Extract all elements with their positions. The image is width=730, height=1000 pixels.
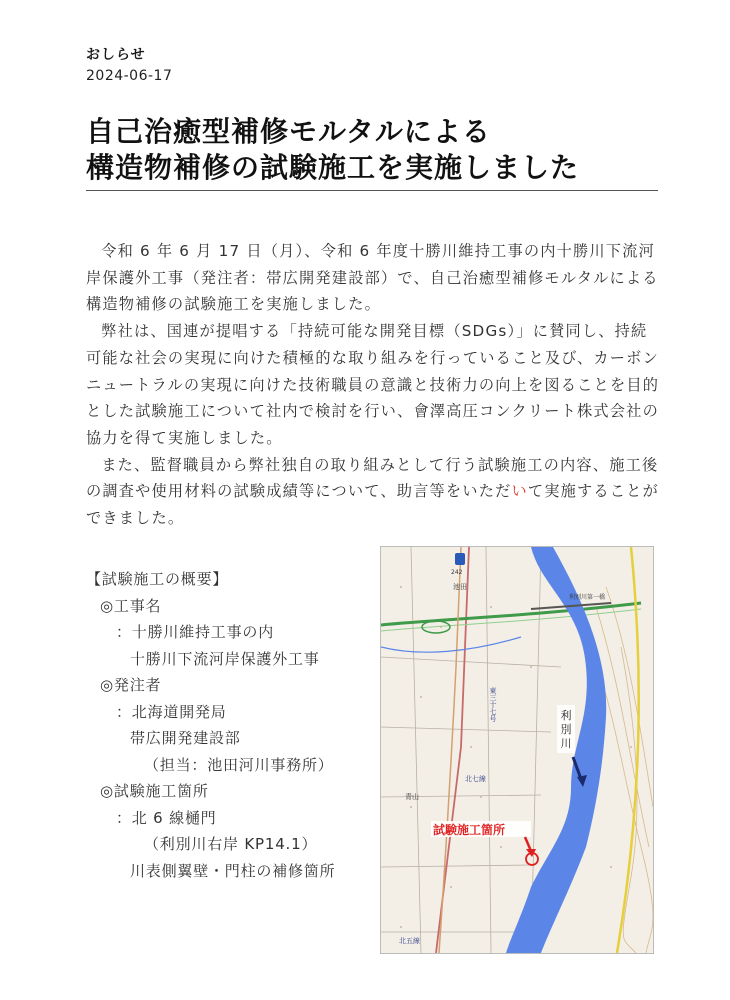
site-line-2: （利別川右岸 KP14.1） [144, 835, 318, 853]
route-sign-icon [455, 553, 465, 565]
bridge-label: 利別川第一橋 [569, 594, 606, 601]
route-number: 242 [451, 569, 463, 576]
river-label-char-2: 別 [560, 723, 572, 736]
location-map [380, 546, 654, 954]
article-body [86, 238, 660, 532]
post-date: 2024-06-17 [86, 68, 173, 84]
title-line-2: 構造物補修の試験施工を実施しました [86, 151, 580, 184]
site-label: 試験施工箇所 [433, 823, 506, 837]
highlighted-char: い [511, 482, 528, 501]
place-ikeda: 池田 [453, 583, 467, 591]
road-north7: 北七線 [465, 775, 486, 783]
river-label-char-3: 川 [560, 737, 572, 750]
title-line-1: 自己治癒型補修モルタルによる [86, 115, 491, 148]
map-svg [381, 547, 653, 953]
paragraph-3 [86, 452, 660, 532]
summary-heading: 【試験施工の概要】 [86, 570, 229, 588]
site-line-3: 川表側翼壁・門柱の補修箇所 [130, 861, 336, 880]
map-background [381, 547, 653, 953]
paragraph-1: 令和 6 年 6 月 17 日（月）、令和 6 年度十勝川維持工事の内十勝川下流河岸保護外工事（発注者：帯広開発建設部）で、自己治癒型補修モルタルによる構造物補修の試験施工を実施しました。 [86, 242, 659, 314]
client-line-2: 帯広開発建設部 [130, 729, 241, 747]
paragraph-3-part-a: また、監督職員から弊社独自の取り組みとして行う試験施工の内容、施工後の調査や使用材料の試験成績等について、助言等をいただ [86, 455, 659, 501]
river-label [557, 705, 575, 753]
summary-section [86, 566, 376, 884]
title-divider [86, 190, 658, 191]
works-line-2: 十勝川下流河岸保護外工事 [130, 649, 320, 668]
site-label: ◎試験施工箇所 [100, 782, 209, 800]
paragraph-2: 弊社は、国連が提唱する「持続可能な開発目標（SDGs）」に賛同し、持続可能な社会の実現に向けた積極的な取り組みを行っていること及び、カーボンニュートラルの実現に向けた技術職員の意識と技術力の向上を図ることを目的とした試験施工について社内で検討を行い、會澤高圧コンクリート株式会社の協力を得て実施しました。 [86, 322, 660, 447]
client-line-3: （担当：池田河川事務所） [144, 755, 334, 774]
notice-label: おしらせ [86, 47, 146, 63]
works-line-1: ：十勝川維持工事の内 [116, 623, 275, 641]
client-label: ◎発注者 [100, 676, 162, 694]
river-label-char-1: 利 [560, 709, 572, 722]
works-label: ◎工事名 [100, 596, 162, 615]
place-aoyama: 青山 [405, 793, 419, 801]
site-line-1: ：北 6 線樋門 [116, 808, 217, 827]
route-label: 東三十七号 [489, 687, 497, 722]
road-north5: 北五線 [399, 937, 420, 945]
page-title [86, 114, 646, 186]
client-line-1: ：北海道開発局 [116, 702, 227, 721]
paragraph-3-part-b: て実施することができました。 [86, 482, 659, 528]
